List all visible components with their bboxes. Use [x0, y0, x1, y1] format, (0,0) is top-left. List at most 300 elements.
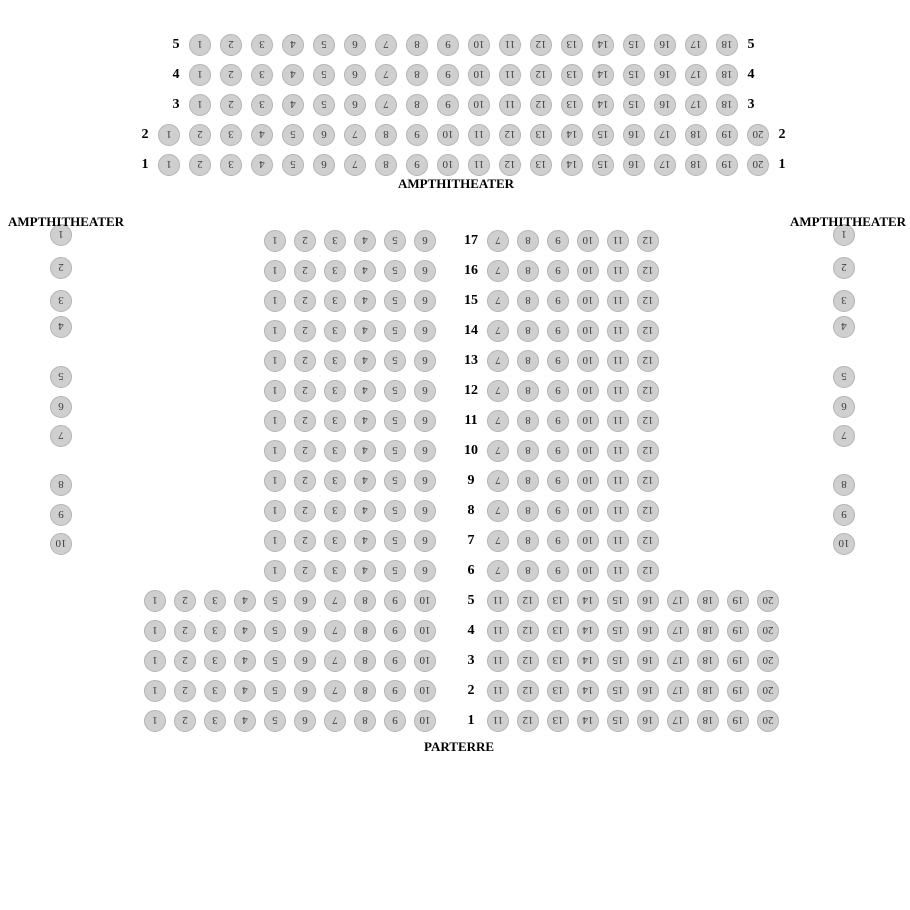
- seat[interactable]: 17: [667, 680, 689, 702]
- seat[interactable]: 5: [384, 380, 406, 402]
- seat[interactable]: 4: [354, 320, 376, 342]
- seat[interactable]: 12: [637, 260, 659, 282]
- seat[interactable]: 12: [637, 350, 659, 372]
- seat[interactable]: 4: [234, 680, 256, 702]
- seat[interactable]: 7: [50, 425, 72, 447]
- seat[interactable]: 7: [487, 380, 509, 402]
- seat[interactable]: 9: [384, 680, 406, 702]
- seat[interactable]: 6: [414, 530, 436, 552]
- seat[interactable]: 2: [174, 710, 196, 732]
- seat[interactable]: 1: [264, 560, 286, 582]
- seat[interactable]: 19: [716, 124, 738, 146]
- seat[interactable]: 9: [437, 94, 459, 116]
- seat[interactable]: 10: [414, 620, 436, 642]
- seat[interactable]: 18: [716, 34, 738, 56]
- seat[interactable]: 3: [204, 710, 226, 732]
- seat[interactable]: 4: [234, 650, 256, 672]
- seat[interactable]: 17: [685, 64, 707, 86]
- seat[interactable]: 2: [294, 440, 316, 462]
- seat[interactable]: 4: [354, 380, 376, 402]
- seat[interactable]: 1: [144, 620, 166, 642]
- seat[interactable]: 7: [324, 590, 346, 612]
- seat[interactable]: 8: [354, 620, 376, 642]
- seat[interactable]: 4: [251, 124, 273, 146]
- seat[interactable]: 9: [833, 504, 855, 526]
- seat[interactable]: 10: [50, 533, 72, 555]
- seat[interactable]: 1: [189, 64, 211, 86]
- seat[interactable]: 20: [757, 710, 779, 732]
- seat[interactable]: 6: [294, 650, 316, 672]
- seat[interactable]: 8: [517, 290, 539, 312]
- seat[interactable]: 1: [264, 350, 286, 372]
- seat[interactable]: 10: [437, 154, 459, 176]
- seat[interactable]: 10: [577, 230, 599, 252]
- seat[interactable]: 6: [414, 260, 436, 282]
- seat[interactable]: 4: [354, 410, 376, 432]
- seat[interactable]: 8: [833, 474, 855, 496]
- seat[interactable]: 3: [324, 320, 346, 342]
- seat[interactable]: 2: [294, 560, 316, 582]
- seat[interactable]: 19: [727, 590, 749, 612]
- seat[interactable]: 3: [251, 34, 273, 56]
- seat[interactable]: 9: [384, 710, 406, 732]
- seat[interactable]: 1: [144, 680, 166, 702]
- seat[interactable]: 20: [757, 620, 779, 642]
- seat[interactable]: 11: [607, 350, 629, 372]
- seat[interactable]: 15: [623, 94, 645, 116]
- seat[interactable]: 7: [344, 124, 366, 146]
- seat[interactable]: 17: [667, 650, 689, 672]
- seat[interactable]: 1: [144, 710, 166, 732]
- seat[interactable]: 20: [757, 650, 779, 672]
- seat[interactable]: 7: [487, 350, 509, 372]
- seat[interactable]: 2: [294, 320, 316, 342]
- seat[interactable]: 16: [637, 650, 659, 672]
- seat[interactable]: 9: [547, 410, 569, 432]
- seat[interactable]: 9: [547, 290, 569, 312]
- seat[interactable]: 13: [547, 680, 569, 702]
- seat[interactable]: 10: [577, 350, 599, 372]
- seat[interactable]: 5: [384, 320, 406, 342]
- seat[interactable]: 4: [354, 530, 376, 552]
- seat[interactable]: 6: [414, 560, 436, 582]
- seat[interactable]: 13: [530, 154, 552, 176]
- seat[interactable]: 12: [637, 500, 659, 522]
- seat[interactable]: 10: [577, 260, 599, 282]
- seat[interactable]: 4: [354, 560, 376, 582]
- seat[interactable]: 11: [468, 124, 490, 146]
- seat[interactable]: 11: [607, 440, 629, 462]
- seat[interactable]: 10: [577, 380, 599, 402]
- seat[interactable]: 12: [517, 590, 539, 612]
- seat[interactable]: 14: [592, 94, 614, 116]
- seat[interactable]: 9: [547, 230, 569, 252]
- seat[interactable]: 12: [499, 124, 521, 146]
- seat[interactable]: 9: [50, 504, 72, 526]
- seat[interactable]: 4: [50, 316, 72, 338]
- seat[interactable]: 1: [144, 650, 166, 672]
- seat[interactable]: 8: [354, 650, 376, 672]
- seat[interactable]: 18: [716, 64, 738, 86]
- seat[interactable]: 4: [354, 260, 376, 282]
- seat[interactable]: 7: [344, 154, 366, 176]
- seat[interactable]: 8: [517, 560, 539, 582]
- seat[interactable]: 5: [264, 710, 286, 732]
- seat[interactable]: 3: [220, 124, 242, 146]
- seat[interactable]: 7: [833, 425, 855, 447]
- seat[interactable]: 9: [547, 500, 569, 522]
- seat[interactable]: 2: [174, 650, 196, 672]
- seat[interactable]: 2: [294, 530, 316, 552]
- seat[interactable]: 11: [607, 560, 629, 582]
- seat[interactable]: 11: [499, 34, 521, 56]
- seat[interactable]: 14: [577, 680, 599, 702]
- seat[interactable]: 3: [324, 440, 346, 462]
- seat[interactable]: 6: [294, 680, 316, 702]
- seat[interactable]: 6: [414, 320, 436, 342]
- seat[interactable]: 15: [607, 620, 629, 642]
- seat[interactable]: 20: [747, 124, 769, 146]
- seat[interactable]: 6: [50, 396, 72, 418]
- seat[interactable]: 15: [607, 590, 629, 612]
- seat[interactable]: 7: [487, 410, 509, 432]
- seat[interactable]: 16: [637, 680, 659, 702]
- seat[interactable]: 17: [685, 94, 707, 116]
- seat[interactable]: 2: [294, 260, 316, 282]
- seat[interactable]: 10: [414, 590, 436, 612]
- seat[interactable]: 4: [282, 94, 304, 116]
- seat[interactable]: 2: [220, 94, 242, 116]
- seat[interactable]: 5: [384, 470, 406, 492]
- seat[interactable]: 18: [697, 680, 719, 702]
- seat[interactable]: 2: [294, 500, 316, 522]
- seat[interactable]: 8: [354, 710, 376, 732]
- seat[interactable]: 8: [406, 64, 428, 86]
- seat[interactable]: 4: [234, 590, 256, 612]
- seat[interactable]: 2: [174, 590, 196, 612]
- seat[interactable]: 14: [577, 650, 599, 672]
- seat[interactable]: 6: [294, 710, 316, 732]
- seat[interactable]: 4: [833, 316, 855, 338]
- seat[interactable]: 5: [384, 290, 406, 312]
- seat[interactable]: 14: [561, 124, 583, 146]
- seat[interactable]: 10: [468, 64, 490, 86]
- seat[interactable]: 9: [547, 470, 569, 492]
- seat[interactable]: 5: [384, 230, 406, 252]
- seat[interactable]: 5: [384, 560, 406, 582]
- seat[interactable]: 15: [592, 154, 614, 176]
- seat[interactable]: 4: [282, 64, 304, 86]
- seat[interactable]: 2: [294, 380, 316, 402]
- seat[interactable]: 2: [220, 34, 242, 56]
- seat[interactable]: 11: [607, 260, 629, 282]
- seat[interactable]: 6: [414, 470, 436, 492]
- seat[interactable]: 2: [294, 470, 316, 492]
- seat[interactable]: 1: [264, 230, 286, 252]
- seat[interactable]: 11: [607, 290, 629, 312]
- seat[interactable]: 9: [547, 350, 569, 372]
- seat[interactable]: 20: [747, 154, 769, 176]
- seat[interactable]: 15: [607, 680, 629, 702]
- seat[interactable]: 13: [561, 94, 583, 116]
- seat[interactable]: 13: [547, 710, 569, 732]
- seat[interactable]: 9: [384, 650, 406, 672]
- seat[interactable]: 16: [654, 34, 676, 56]
- seat[interactable]: 10: [577, 440, 599, 462]
- seat[interactable]: 11: [607, 530, 629, 552]
- seat[interactable]: 11: [487, 680, 509, 702]
- seat[interactable]: 16: [623, 154, 645, 176]
- seat[interactable]: 3: [324, 260, 346, 282]
- seat[interactable]: 9: [547, 260, 569, 282]
- seat[interactable]: 3: [324, 470, 346, 492]
- seat[interactable]: 6: [414, 350, 436, 372]
- seat[interactable]: 2: [189, 154, 211, 176]
- seat[interactable]: 7: [324, 710, 346, 732]
- seat[interactable]: 1: [264, 380, 286, 402]
- seat[interactable]: 6: [344, 34, 366, 56]
- seat[interactable]: 5: [282, 124, 304, 146]
- seat[interactable]: 7: [487, 290, 509, 312]
- seat[interactable]: 12: [637, 290, 659, 312]
- seat[interactable]: 5: [264, 590, 286, 612]
- seat[interactable]: 11: [487, 620, 509, 642]
- seat[interactable]: 18: [685, 154, 707, 176]
- seat[interactable]: 4: [234, 710, 256, 732]
- seat[interactable]: 1: [264, 290, 286, 312]
- seat[interactable]: 7: [375, 94, 397, 116]
- seat[interactable]: 8: [517, 260, 539, 282]
- seat[interactable]: 7: [375, 64, 397, 86]
- seat[interactable]: 11: [468, 154, 490, 176]
- seat[interactable]: 5: [313, 64, 335, 86]
- seat[interactable]: 7: [487, 320, 509, 342]
- seat[interactable]: 4: [354, 500, 376, 522]
- seat[interactable]: 2: [174, 620, 196, 642]
- seat[interactable]: 12: [499, 154, 521, 176]
- seat[interactable]: 15: [607, 650, 629, 672]
- seat[interactable]: 14: [561, 154, 583, 176]
- seat[interactable]: 1: [158, 154, 180, 176]
- seat[interactable]: 11: [607, 500, 629, 522]
- seat[interactable]: 11: [487, 650, 509, 672]
- seat[interactable]: 14: [592, 64, 614, 86]
- seat[interactable]: 11: [499, 64, 521, 86]
- seat[interactable]: 12: [517, 650, 539, 672]
- seat[interactable]: 6: [414, 410, 436, 432]
- seat[interactable]: 7: [487, 440, 509, 462]
- seat[interactable]: 2: [294, 350, 316, 372]
- seat[interactable]: 5: [833, 366, 855, 388]
- seat[interactable]: 17: [654, 124, 676, 146]
- seat[interactable]: 4: [234, 620, 256, 642]
- seat[interactable]: 5: [384, 500, 406, 522]
- seat[interactable]: 8: [517, 230, 539, 252]
- seat[interactable]: 7: [487, 530, 509, 552]
- seat[interactable]: 1: [50, 224, 72, 246]
- seat[interactable]: 11: [607, 230, 629, 252]
- seat[interactable]: 11: [487, 590, 509, 612]
- seat[interactable]: 7: [324, 680, 346, 702]
- seat[interactable]: 20: [757, 680, 779, 702]
- seat[interactable]: 10: [577, 500, 599, 522]
- seat[interactable]: 17: [667, 590, 689, 612]
- seat[interactable]: 4: [354, 470, 376, 492]
- seat[interactable]: 12: [517, 680, 539, 702]
- seat[interactable]: 8: [517, 350, 539, 372]
- seat[interactable]: 5: [313, 34, 335, 56]
- seat[interactable]: 5: [264, 620, 286, 642]
- seat[interactable]: 8: [50, 474, 72, 496]
- seat[interactable]: 3: [251, 94, 273, 116]
- seat[interactable]: 8: [517, 530, 539, 552]
- seat[interactable]: 2: [220, 64, 242, 86]
- seat[interactable]: 3: [324, 230, 346, 252]
- seat[interactable]: 19: [727, 650, 749, 672]
- seat[interactable]: 10: [414, 710, 436, 732]
- seat[interactable]: 11: [487, 710, 509, 732]
- seat[interactable]: 7: [324, 650, 346, 672]
- seat[interactable]: 4: [354, 290, 376, 312]
- seat[interactable]: 12: [637, 530, 659, 552]
- seat[interactable]: 3: [251, 64, 273, 86]
- seat[interactable]: 2: [833, 257, 855, 279]
- seat[interactable]: 1: [264, 410, 286, 432]
- seat[interactable]: 16: [637, 590, 659, 612]
- seat[interactable]: 9: [547, 560, 569, 582]
- seat[interactable]: 5: [264, 680, 286, 702]
- seat[interactable]: 13: [547, 650, 569, 672]
- seat[interactable]: 10: [577, 530, 599, 552]
- seat[interactable]: 10: [577, 320, 599, 342]
- seat[interactable]: 12: [637, 230, 659, 252]
- seat[interactable]: 17: [654, 154, 676, 176]
- seat[interactable]: 1: [264, 500, 286, 522]
- seat[interactable]: 3: [220, 154, 242, 176]
- seat[interactable]: 13: [561, 34, 583, 56]
- seat[interactable]: 8: [375, 124, 397, 146]
- seat[interactable]: 3: [204, 590, 226, 612]
- seat[interactable]: 12: [637, 320, 659, 342]
- seat[interactable]: 15: [623, 64, 645, 86]
- seat[interactable]: 5: [384, 440, 406, 462]
- seat[interactable]: 9: [384, 590, 406, 612]
- seat[interactable]: 3: [50, 290, 72, 312]
- seat[interactable]: 6: [414, 380, 436, 402]
- seat[interactable]: 14: [577, 590, 599, 612]
- seat[interactable]: 10: [577, 290, 599, 312]
- seat[interactable]: 8: [354, 680, 376, 702]
- seat[interactable]: 7: [375, 34, 397, 56]
- seat[interactable]: 6: [313, 154, 335, 176]
- seat[interactable]: 1: [264, 440, 286, 462]
- seat[interactable]: 10: [468, 94, 490, 116]
- seat[interactable]: 7: [487, 560, 509, 582]
- seat[interactable]: 5: [384, 410, 406, 432]
- seat[interactable]: 10: [577, 560, 599, 582]
- seat[interactable]: 9: [547, 530, 569, 552]
- seat[interactable]: 3: [204, 650, 226, 672]
- seat[interactable]: 5: [50, 366, 72, 388]
- seat[interactable]: 11: [607, 380, 629, 402]
- seat[interactable]: 18: [716, 94, 738, 116]
- seat[interactable]: 18: [697, 620, 719, 642]
- seat[interactable]: 15: [623, 34, 645, 56]
- seat[interactable]: 17: [667, 710, 689, 732]
- seat[interactable]: 20: [757, 590, 779, 612]
- seat[interactable]: 12: [530, 64, 552, 86]
- seat[interactable]: 8: [406, 34, 428, 56]
- seat[interactable]: 8: [354, 590, 376, 612]
- seat[interactable]: 12: [517, 620, 539, 642]
- seat[interactable]: 4: [282, 34, 304, 56]
- seat[interactable]: 9: [437, 64, 459, 86]
- seat[interactable]: 1: [144, 590, 166, 612]
- seat[interactable]: 10: [833, 533, 855, 555]
- seat[interactable]: 3: [324, 530, 346, 552]
- seat[interactable]: 11: [499, 94, 521, 116]
- seat[interactable]: 19: [727, 710, 749, 732]
- seat[interactable]: 5: [282, 154, 304, 176]
- seat[interactable]: 18: [697, 590, 719, 612]
- seat[interactable]: 13: [547, 590, 569, 612]
- seat[interactable]: 3: [324, 560, 346, 582]
- seat[interactable]: 3: [324, 380, 346, 402]
- seat[interactable]: 12: [637, 380, 659, 402]
- seat[interactable]: 3: [204, 620, 226, 642]
- seat[interactable]: 19: [727, 620, 749, 642]
- seat[interactable]: 12: [637, 440, 659, 462]
- seat[interactable]: 9: [547, 320, 569, 342]
- seat[interactable]: 11: [607, 320, 629, 342]
- seat[interactable]: 8: [517, 410, 539, 432]
- seat[interactable]: 10: [414, 680, 436, 702]
- seat[interactable]: 5: [384, 530, 406, 552]
- seat[interactable]: 19: [716, 154, 738, 176]
- seat[interactable]: 6: [294, 620, 316, 642]
- seat[interactable]: 4: [354, 230, 376, 252]
- seat[interactable]: 5: [384, 350, 406, 372]
- seat[interactable]: 3: [324, 500, 346, 522]
- seat[interactable]: 1: [264, 530, 286, 552]
- seat[interactable]: 7: [487, 500, 509, 522]
- seat[interactable]: 8: [375, 154, 397, 176]
- seat[interactable]: 2: [189, 124, 211, 146]
- seat[interactable]: 3: [833, 290, 855, 312]
- seat[interactable]: 6: [294, 590, 316, 612]
- seat[interactable]: 6: [344, 94, 366, 116]
- seat[interactable]: 18: [685, 124, 707, 146]
- seat[interactable]: 8: [517, 380, 539, 402]
- seat[interactable]: 9: [547, 380, 569, 402]
- seat[interactable]: 12: [530, 94, 552, 116]
- seat[interactable]: 2: [294, 410, 316, 432]
- seat[interactable]: 12: [637, 470, 659, 492]
- seat[interactable]: 6: [313, 124, 335, 146]
- seat[interactable]: 10: [577, 470, 599, 492]
- seat[interactable]: 10: [437, 124, 459, 146]
- seat[interactable]: 2: [294, 230, 316, 252]
- seat[interactable]: 12: [637, 410, 659, 432]
- seat[interactable]: 13: [561, 64, 583, 86]
- seat[interactable]: 10: [468, 34, 490, 56]
- seat[interactable]: 3: [324, 350, 346, 372]
- seat[interactable]: 6: [833, 396, 855, 418]
- seat[interactable]: 1: [264, 320, 286, 342]
- seat[interactable]: 5: [264, 650, 286, 672]
- seat[interactable]: 13: [547, 620, 569, 642]
- seat[interactable]: 6: [414, 440, 436, 462]
